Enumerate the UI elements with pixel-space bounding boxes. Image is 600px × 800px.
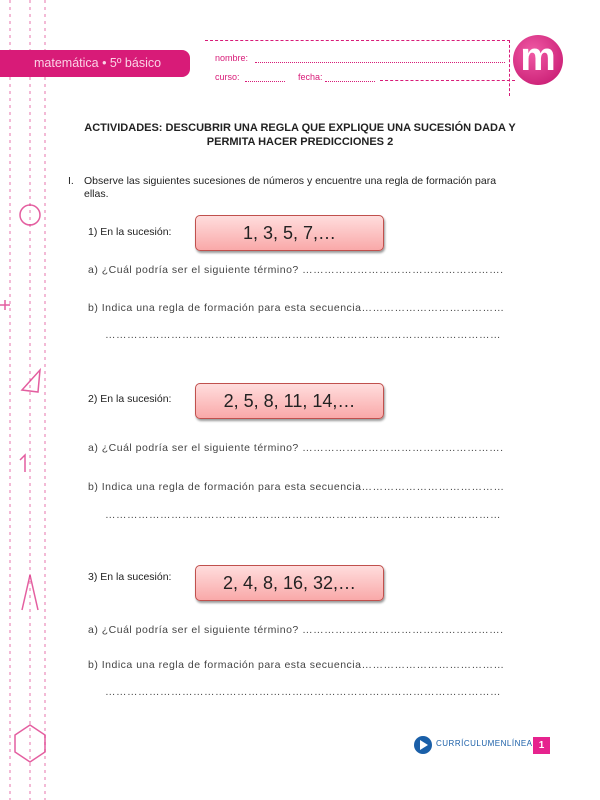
instruction-line: ellas. — [84, 188, 109, 200]
page-title — [60, 121, 540, 149]
item-label: 1) En la sucesión: — [88, 226, 172, 238]
instruction-number: I. — [68, 175, 74, 187]
item-label: 3) En la sucesión: — [88, 571, 172, 583]
play-icon — [414, 736, 432, 754]
question-a[interactable]: a) ¿Cuál podría ser el siguiente término? ………………………………………………. — [88, 442, 504, 454]
divider — [380, 80, 515, 81]
instruction-text — [84, 175, 496, 201]
date-field[interactable] — [325, 81, 375, 82]
number-icon — [20, 455, 25, 472]
answer-line[interactable]: ……………………………………………………………………………………………… — [105, 329, 501, 341]
sequence-box: 2, 5, 8, 11, 14,… — [195, 383, 384, 419]
question-b[interactable]: b) Indica una regla de formación para esta secuencia………………………………… — [88, 302, 505, 314]
side-decoration — [0, 0, 60, 800]
answer-line[interactable]: ……………………………………………………………………………………………… — [105, 509, 501, 521]
question-a[interactable]: a) ¿Cuál podría ser el siguiente término? ………………………………………………. — [88, 624, 504, 636]
name-field[interactable] — [255, 62, 505, 63]
set-square-icon — [22, 370, 40, 392]
item-label: 2) En la sucesión: — [88, 393, 172, 405]
course-label: curso: — [215, 72, 240, 82]
sequence-box: 2, 4, 8, 16, 32,… — [195, 565, 384, 601]
page-number: 1 — [533, 737, 550, 754]
instruction-line: Observe las siguientes sucesiones de números y encuentre una regla de formación para — [84, 175, 497, 187]
sequence-box: 1, 3, 5, 7,… — [195, 215, 384, 251]
question-b[interactable]: b) Indica una regla de formación para esta secuencia………………………………… — [88, 659, 505, 671]
question-a[interactable]: a) ¿Cuál podría ser el siguiente término? ………………………………………………. — [88, 264, 504, 276]
date-label: fecha: — [298, 72, 323, 82]
title-line: ACTIVIDADES: DESCUBRIR UNA REGLA QUE EXPLIQUE UNA SUCESIÓN DADA Y — [84, 122, 516, 134]
student-info-box — [205, 40, 510, 96]
course-field[interactable] — [245, 81, 285, 82]
name-label: nombre: — [215, 53, 249, 63]
title-line: PERMITA HACER PREDICCIONES 2 — [206, 136, 394, 148]
protractor-icon — [20, 205, 40, 225]
math-logo: m — [513, 35, 563, 85]
footer-brand: CURRÍCULUMENLÍNEA — [436, 739, 533, 748]
subject-band: matemática • 5º básico — [0, 50, 190, 77]
answer-line[interactable]: ……………………………………………………………………………………………… — [105, 686, 501, 698]
question-b[interactable]: b) Indica una regla de formación para esta secuencia………………………………… — [88, 481, 505, 493]
